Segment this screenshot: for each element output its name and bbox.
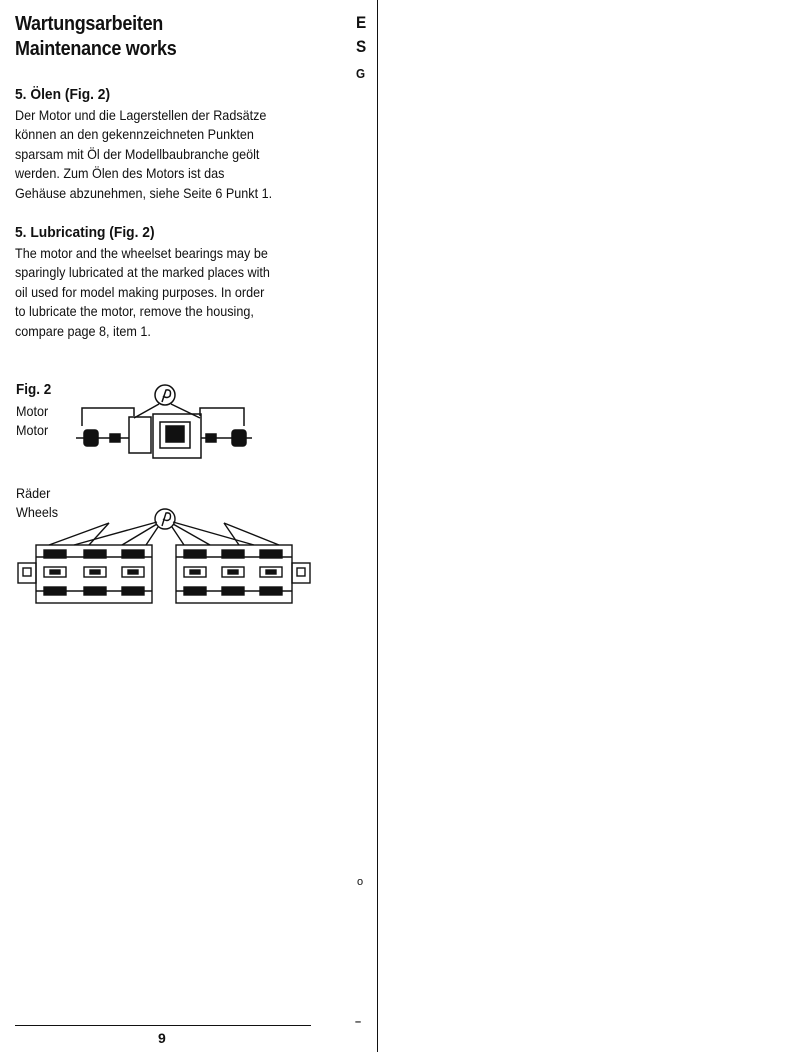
motor-diagram — [74, 380, 254, 460]
section-body-de — [15, 106, 301, 203]
title-de: Wartungsarbeiten — [15, 13, 164, 35]
edge-letter: E — [356, 13, 367, 32]
page-number: 9 — [158, 1030, 166, 1046]
body-line: sparingly lubricated at the marked places with — [15, 264, 270, 281]
page-gutter-line — [377, 0, 378, 1052]
body-line: werden. Zum Ölen des Motors ist das — [15, 165, 225, 182]
footer-rule — [15, 1025, 311, 1026]
body-line: oil used for model making purposes. In order — [15, 283, 265, 300]
body-line: The motor and the wheelset bearings may be — [15, 245, 268, 261]
edge-mark: – — [355, 1016, 362, 1028]
wheels-label-en: Wheels — [16, 504, 59, 520]
wheels-diagram — [14, 505, 330, 605]
body-line: Gehäuse abzunehmen, siehe Seite 6 Punkt 1. — [15, 184, 273, 201]
body-line: to lubricate the motor, remove the housing, — [15, 303, 254, 320]
edge-mark: o — [357, 876, 364, 888]
body-line: Der Motor und die Lagerstellen der Radsätze — [15, 107, 267, 123]
section-body-en — [15, 244, 298, 341]
figure-title: Fig. 2 — [16, 381, 52, 398]
motor-label-de: Motor — [16, 403, 49, 419]
title-en: Maintenance works — [15, 38, 177, 60]
body-line: compare page 8, item 1. — [15, 322, 151, 339]
edge-letter: G — [356, 66, 366, 81]
section-title-en: 5. Lubricating (Fig. 2) — [15, 224, 155, 241]
body-line: sparsam mit Öl der Modellbaubranche geölt — [15, 145, 260, 162]
body-line: können an den gekennzeichneten Punkten — [15, 126, 254, 143]
motor-label-en: Motor — [16, 422, 49, 438]
section-title-de: 5. Ölen (Fig. 2) — [15, 86, 111, 103]
wheels-label-de: Räder — [16, 485, 51, 501]
edge-letter: S — [356, 37, 367, 56]
